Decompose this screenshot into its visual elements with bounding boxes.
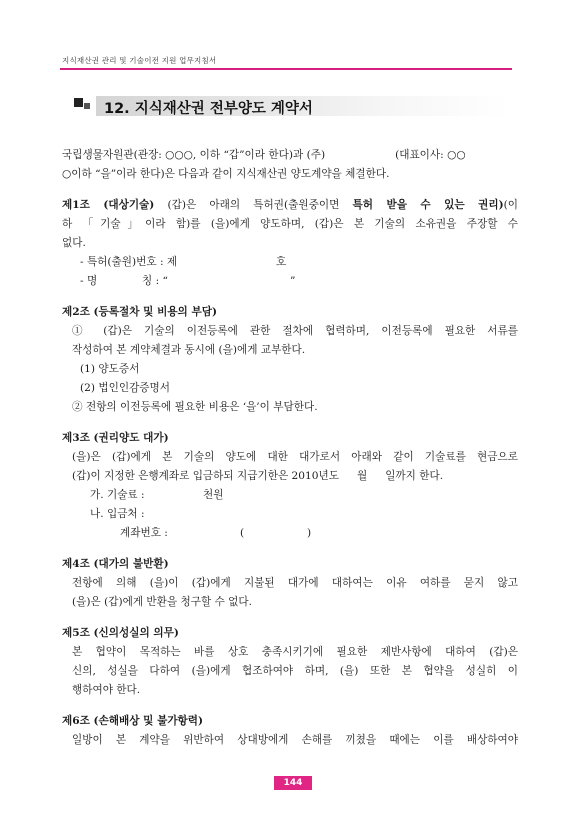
article-3-line-1: (을)은 (갑)에게 본 기술의 양도에 대한 대가로서 아래와 같이 기술료를 현금으로 (72, 451, 518, 463)
article-5-line-1: 본 협약이 목적하는 바를 상호 충족시키기에 필요한 제반사항에 대하여 (갑)은 (72, 646, 518, 658)
article-1-item-2 (62, 272, 518, 291)
article-4-heading: 제4조 (대가의 불반환) (62, 558, 169, 570)
account-label: 계좌번호 : (120, 527, 168, 539)
fee-unit: 천원 (203, 489, 224, 501)
intro-line-2: ○이하 “을”이라 한다)은 다음과 같이 지식재산권 양도계약을 체결한다. (62, 168, 390, 180)
article-1-bold-text: 특허 받을 수 있는 권리) (352, 199, 504, 211)
patent-number-label: - 특허(출원)번호 : 제 (80, 256, 178, 268)
title-label: - 명 (80, 275, 98, 287)
title-square-large-icon (74, 98, 83, 107)
running-header: 지식재산권 관리 및 기술이전 지원 업무지침서 (62, 56, 217, 65)
page-number: 144 (274, 776, 312, 790)
fee-row (62, 486, 518, 505)
fee-label: 가. 기술료 : (90, 489, 145, 501)
article-4-line-2: (을)은 (갑)에게 반환을 청구할 수 없다. (72, 596, 253, 608)
article-5-line-2: 신의, 성실을 다하여 (을)에게 협조하여야 하며, (을) 또한 본 협약을 성실히 이 (72, 665, 518, 677)
article-5-line-3: 행하여야 한다. (72, 684, 141, 696)
article-1-text-c: (이 (503, 199, 518, 211)
account-paren-close: ) (307, 527, 312, 539)
article-5-heading: 제5조 (신의성실의 의무) (62, 627, 179, 639)
title-label-mid: 칭 : “ (142, 275, 168, 287)
title-label-end: ” (290, 275, 296, 287)
title-square-small-icon (84, 103, 90, 109)
bank-row: 나. 입금처 : (90, 508, 145, 520)
article-1-heading: 제1조 (대상기술) (62, 199, 155, 211)
patent-number-suffix: 호 (276, 256, 287, 268)
article-2-line-2: 작성하여 본 계약체결과 동시에 (을)에게 교부한다. (72, 344, 306, 356)
article-2-item-1: (1) 양도증서 (80, 363, 140, 375)
intro-text-b: (대표이사: ○○ (395, 149, 466, 161)
article-3-text-a: (갑)이 지정한 은행계좌로 입금하되 지급기한은 2010년도 (72, 470, 339, 482)
article-6-line-1: 일방이 본 계약을 위반하여 상대방에게 손해를 끼쳤을 때에는 이를 배상하여야 (72, 734, 518, 746)
header-rule (60, 68, 512, 70)
article-3-month: 월 (356, 470, 368, 482)
article-1-item-1 (62, 253, 518, 272)
section-title-block (70, 96, 510, 118)
article-3-heading: 제3조 (권리양도 대가) (62, 432, 169, 444)
article-1-line-1 (62, 196, 518, 215)
article-2-heading: 제2조 (등록절차 및 비용의 부담) (62, 306, 217, 318)
article-1-line-2: 하 「기술」이라 함)를 (을)에게 양도하며, (갑)은 본 기술의 소유권을 주장할 수 (62, 218, 518, 230)
article-2-line-1: ① (갑)은 기술의 이전등록에 관한 절차에 협력하며, 이전등록에 필요한 서류를 (72, 325, 518, 337)
intro-line-1 (62, 146, 518, 165)
article-1-text-a: (갑)은 아래의 특허권(출원중이면 (154, 199, 353, 211)
contract-body (62, 146, 518, 750)
article-1-line-3: 없다. (62, 237, 86, 249)
account-paren-open: ( (240, 527, 245, 539)
article-2-item-2: (2) 법인인감증명서 (80, 382, 171, 394)
article-2-line-5: ② 전항의 이전등록에 필요한 비용은 ‘을’이 부담한다. (72, 401, 318, 413)
account-row (62, 524, 518, 543)
intro-text-a: 국립생물자원관(관장: ○○○, 이하 “갑”이라 한다)과 (주) (62, 149, 326, 161)
article-3-text-c: 일까지 한다. (385, 470, 444, 482)
section-title: 12. 지식재산권 전부양도 계약서 (104, 101, 313, 117)
article-4-line-1: 전항에 의해 (을)이 (갑)에게 지불된 대가에 대하여는 이유 여하를 묻지 않고 (72, 577, 518, 589)
article-3-line-2 (62, 467, 518, 486)
article-6-heading: 제6조 (손해배상 및 불가항력) (62, 715, 204, 727)
